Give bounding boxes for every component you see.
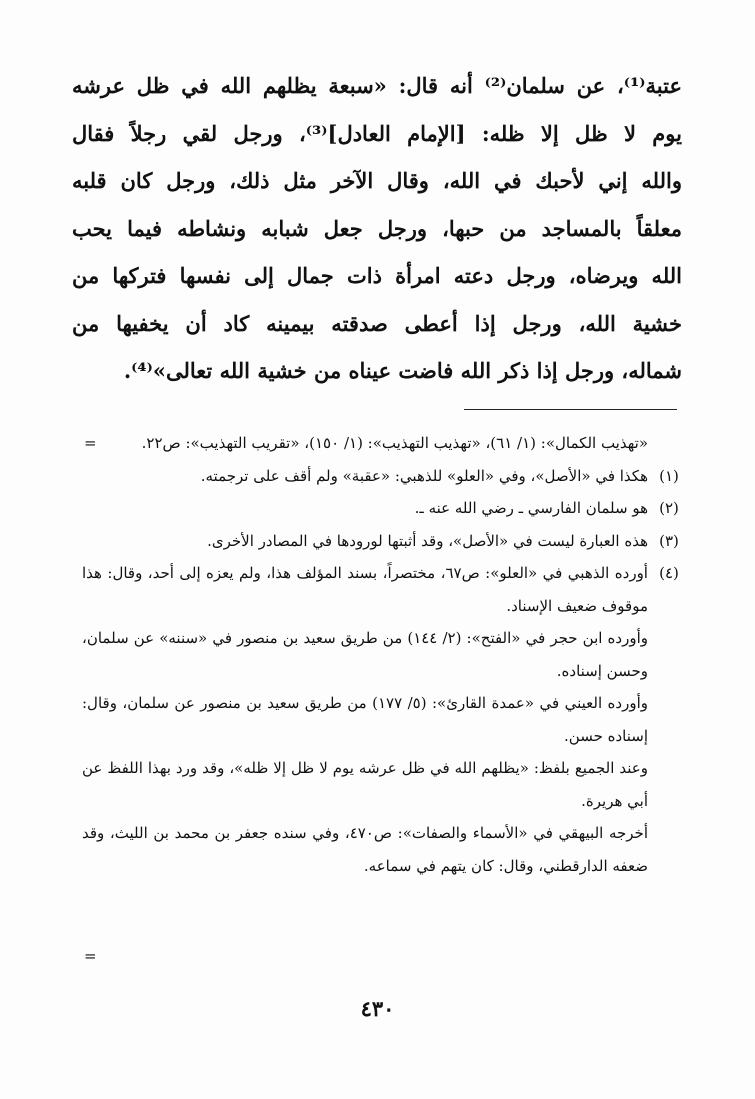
main-text-line: معلقاً بالمساجد من حبها، ورجل جعل شبابه ونشاطه فيما يحب xyxy=(72,215,682,241)
footnote-number: (٣) xyxy=(659,531,679,550)
main-text-line: عتبة⁽¹⁾، عن سلمان⁽²⁾ أنه قال: «سبعة يظلهم الله في ظل عرشه xyxy=(72,73,682,98)
main-text-line: الله ويرضاه، ورجل دعته امرأة ذات جمال إلى نفسها فتركها من xyxy=(72,263,682,288)
footnote-paragraph: وأورده ابن حجر في «الفتح»: (٢/ ١٤٤) من طريق سعيد بن منصور في «سننه» عن سلمان، وحسن إسناده. xyxy=(82,629,648,680)
main-text-line: شماله، ورجل إذا ذكر الله فاضت عيناه من خشية الله تعالى»⁽⁴⁾. xyxy=(123,358,682,383)
footnote-paragraph: أخرجه البيهقي في «الأسماء والصفات»: ص٤٧٠، وفي سنده جعفر بن محمد بن الليث، وقد ضعفه الدارقطني، وقال: كان يتهم في سماعه. xyxy=(82,824,648,875)
footnote-continuation-mark: = xyxy=(84,434,97,452)
footnote-text: هكذا في «الأصل»، وفي «العلو» للذهبي: «عقبة» ولم أقف على ترجمته. xyxy=(200,466,648,485)
footnote-4 xyxy=(82,557,686,882)
page-number: ٤٣٠ xyxy=(360,996,395,1021)
footnote-paragraph: وأورده العيني في «عمدة القارئ»: (٥/ ١٧٧) من طريق سعيد بن منصور عن سلمان، وقال: إسناده حسن. xyxy=(82,694,648,745)
footnote-paragraph: أورده الذهبي في «العلو»: ص٦٧، مختصراً، بسند المؤلف هذا، ولم يعزه إلى أحد، وقال: هذا موقوف ضعيف الإسناد. xyxy=(82,564,648,615)
main-text-line: خشية الله، ورجل إذا أعطى صدقته بيمينه كاد أن يخفيها من xyxy=(72,310,682,336)
footnote-number: (١) xyxy=(659,466,679,485)
footnote-number: (٤) xyxy=(659,564,679,582)
footnote-text: «تهذيب الكمال»: (١/ ٦١)، «تهذيب التهذيب»: (١/ ١٥٠)، «تقريب التهذيب»: ص٢٢. xyxy=(141,434,648,452)
footnote-separator xyxy=(464,409,677,410)
footnote-3 xyxy=(82,525,686,558)
footnote-continued xyxy=(82,427,686,460)
footnote-number: (٢) xyxy=(659,499,679,517)
main-text xyxy=(72,62,682,395)
footnote-paragraph: وعند الجميع بلفظ: «يظلهم الله في ظل عرشه يوم لا ظل إلا ظله»، وقد ورد بهذا اللفظ عن أبي هريرة. xyxy=(82,759,648,810)
main-text-line: والله إني لأحبك في الله، وقال الآخر مثل ذلك، ورجل كان قلبه xyxy=(72,168,682,193)
footnote-2 xyxy=(82,492,686,525)
footnote-text: هو سلمان الفارسي ـ رضي الله عنه ـ. xyxy=(414,499,648,517)
main-text-line: يوم لا ظل إلا ظله: [الإمام العادل]⁽³⁾، ورجل لقي رجلاً فقال xyxy=(72,120,682,146)
footnote-end-mark: = xyxy=(84,947,97,965)
footnote-1 xyxy=(82,460,686,493)
footnotes xyxy=(82,427,686,882)
footnote-text: هذه العبارة ليست في «الأصل»، وقد أثبتها لورودها في المصادر الأخرى. xyxy=(207,531,648,550)
